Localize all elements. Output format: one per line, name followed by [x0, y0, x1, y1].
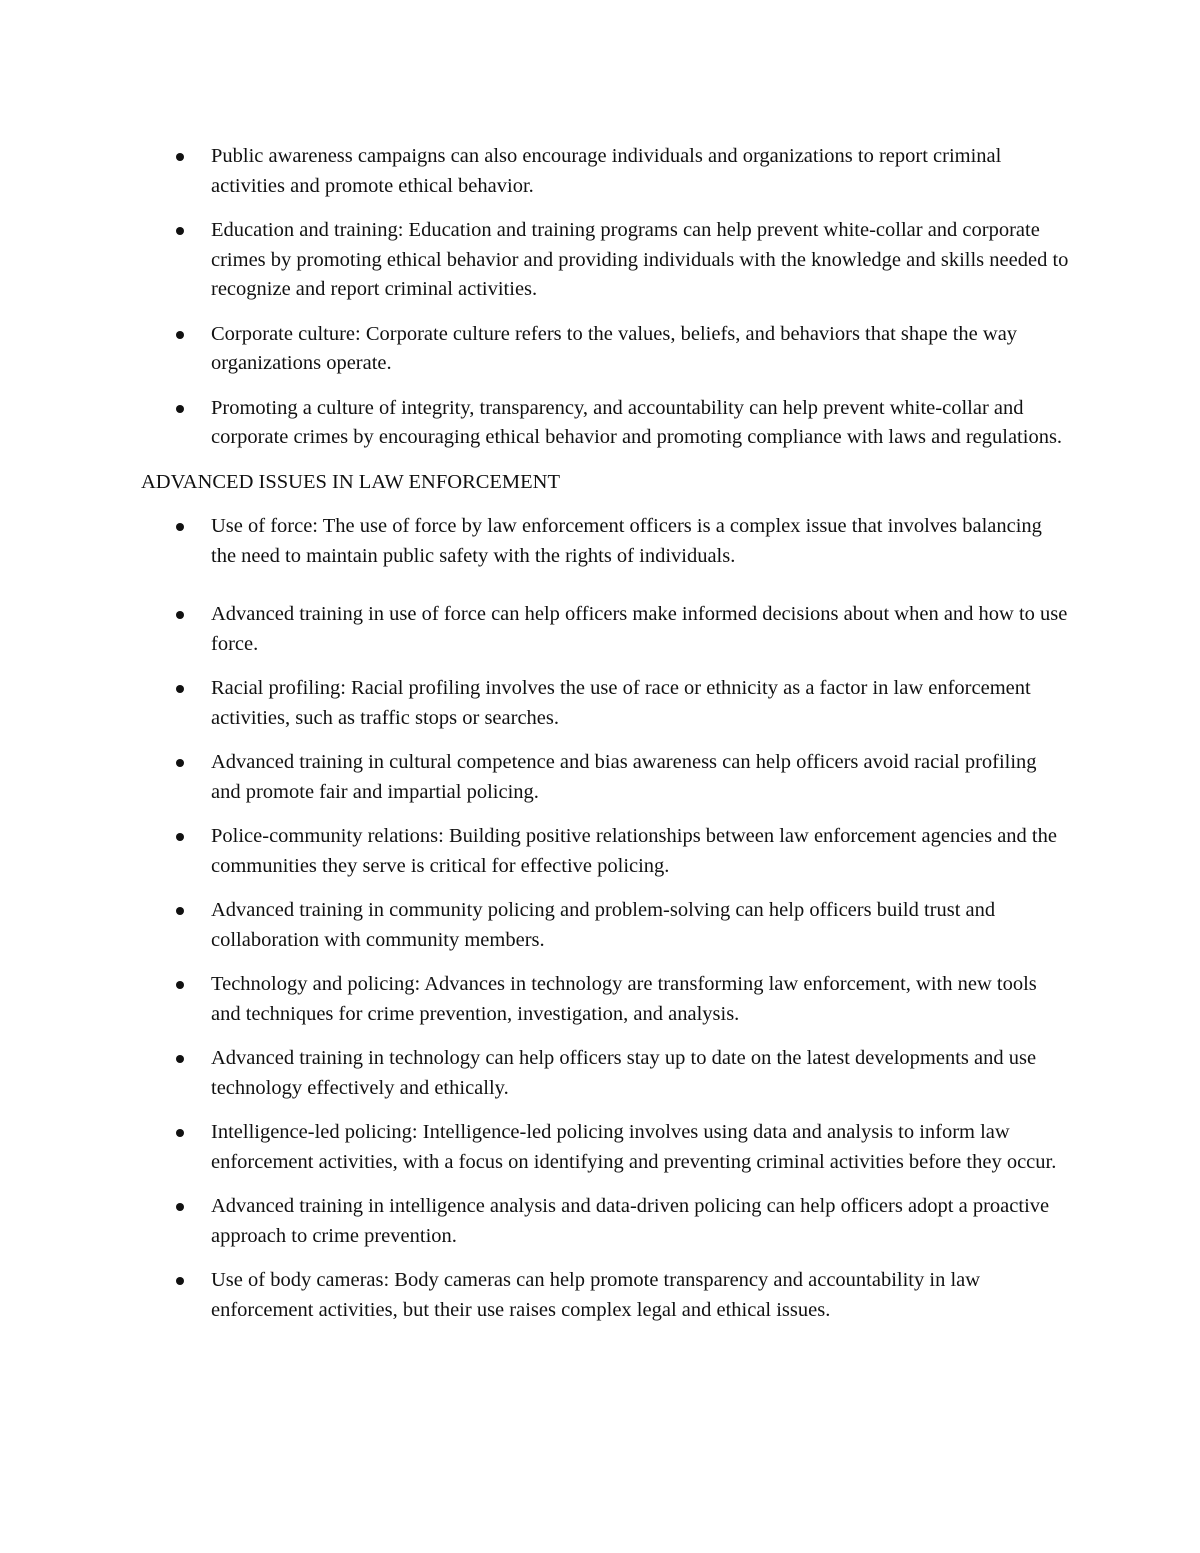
list-item [141, 394, 1071, 453]
list-item [141, 512, 1071, 571]
bullet-icon [176, 611, 184, 619]
list-item-text: Public awareness campaigns can also encourage individuals and organizations to report criminal activities and promote ethical behavior. [211, 145, 1002, 197]
list-item [141, 1266, 1071, 1325]
list-item [141, 822, 1071, 881]
bullet-icon [176, 1203, 184, 1211]
bullet-icon [176, 405, 184, 413]
list-item-text: Police-community relations: Building positive relationships between law enforcement agencies and the communities they serve is critical for effective policing. [211, 825, 1057, 877]
bullet-icon [176, 1277, 184, 1285]
list-item [141, 896, 1071, 955]
list-item-text: Advanced training in technology can help officers stay up to date on the latest developments and use technology effectively and ethically. [211, 1047, 1037, 1099]
list-item [141, 748, 1071, 807]
list-item-text: Use of body cameras: Body cameras can help promote transparency and accountability in law enforcement activities, but their use raises complex legal and ethical issues. [211, 1269, 981, 1321]
list-item [141, 970, 1071, 1029]
bullet-icon [176, 685, 184, 693]
list-item [141, 1118, 1071, 1177]
list-item [141, 674, 1071, 733]
list-item-text: Advanced training in cultural competence and bias awareness can help officers avoid racial profiling and promote fair and impartial policing. [211, 751, 1037, 803]
list-item-text: Racial profiling: Racial profiling involves the use of race or ethnicity as a factor in law enforcement activities, such as traffic stops or searches. [211, 677, 1031, 729]
document-body [141, 142, 1071, 1340]
list-item [141, 1192, 1071, 1251]
section-heading: ADVANCED ISSUES IN LAW ENFORCEMENT [141, 470, 561, 493]
bullet-icon [176, 227, 184, 235]
bullet-list-law-enforcement [141, 512, 1071, 1325]
list-item [141, 1044, 1071, 1103]
bullet-icon [176, 1129, 184, 1137]
list-item-text: Technology and policing: Advances in technology are transforming law enforcement, with new tools and techniques for crime prevention, investigation, and analysis. [211, 973, 1037, 1025]
bullet-icon [176, 907, 184, 915]
list-item [141, 320, 1071, 379]
list-item-text: Promoting a culture of integrity, transparency, and accountability can help prevent white-collar and corporate crimes by encouraging ethical behavior and promoting compliance with laws and regulations. [211, 396, 1063, 448]
list-item-text: Corporate culture: Corporate culture refers to the values, beliefs, and behaviors that shape the way organizations operate. [211, 322, 1018, 374]
bullet-icon [176, 759, 184, 767]
bullet-icon [176, 1055, 184, 1063]
bullet-icon [176, 153, 184, 161]
list-item-text: Advanced training in use of force can help officers make informed decisions about when and how to use force. [211, 603, 1068, 655]
bullet-icon [176, 833, 184, 841]
bullet-list-prevention [141, 142, 1071, 453]
bullet-icon [176, 981, 184, 989]
list-item [141, 216, 1071, 305]
list-item-text: Advanced training in intelligence analysis and data-driven policing can help officers adopt a proactive approach to crime prevention. [211, 1195, 1050, 1247]
list-item-text: Education and training: Education and training programs can help prevent white-collar and corporate crimes by promoting ethical behavior and providing individuals with the knowledge and skills needed to recognize and report criminal activities. [211, 219, 1069, 300]
list-item-text: Intelligence-led policing: Intelligence-led policing involves using data and analysis to inform law enforcement activities, with a focus on identifying and preventing criminal activities before they occur. [211, 1121, 1057, 1173]
list-item [141, 142, 1071, 201]
bullet-icon [176, 523, 184, 531]
bullet-icon [176, 331, 184, 339]
list-item [141, 600, 1071, 659]
list-item-text: Use of force: The use of force by law enforcement officers is a complex issue that involves balancing the need to maintain public safety with the rights of individuals. [211, 515, 1042, 567]
list-item-text: Advanced training in community policing and problem-solving can help officers build trust and collaboration with community members. [211, 899, 996, 951]
